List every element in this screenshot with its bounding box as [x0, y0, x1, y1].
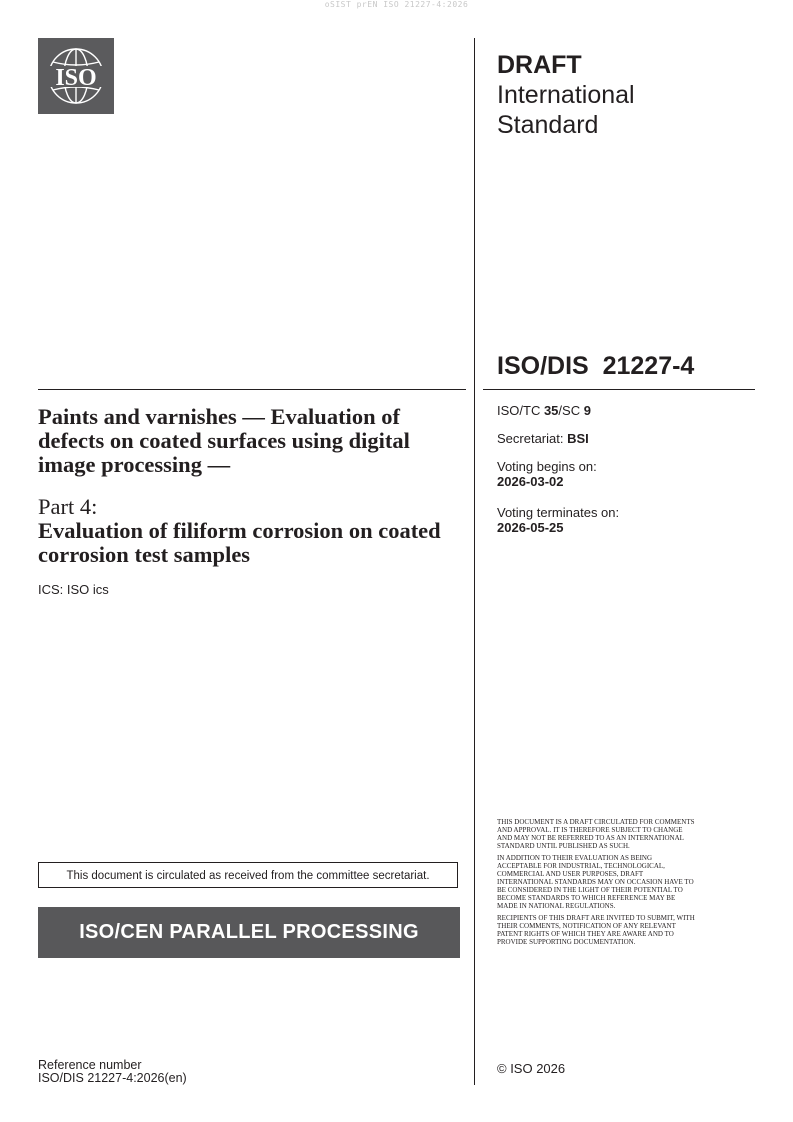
reference-value: ISO/DIS 21227-4:2026(en): [38, 1071, 187, 1085]
right-horizontal-divider: [483, 389, 755, 390]
reference-number: [38, 1059, 187, 1085]
watermark: oSIST prEN ISO 21227-4:2026: [324, 0, 469, 9]
notice-paragraph: RECIPIENTS OF THIS DRAFT ARE INVITED TO SUBMIT, WITH THEIR COMMENTS, NOTIFICATION OF ANY RELEVANT PATENT RIGHTS OF WHICH THEY ARE AWARE AND TO PROVIDE SUPPORTING DOCUMENTATION.: [497, 914, 695, 946]
secretariat-line: Secretariat: BSI: [497, 431, 589, 446]
document-number: ISO/DIS 21227-4: [497, 352, 695, 380]
voting-begins-date: 2026-03-02: [497, 474, 564, 489]
document-title: Paints and varnishes — Evaluation of defects on coated surfaces using digital image processing —: [38, 404, 410, 477]
vertical-divider: [474, 38, 475, 1085]
left-horizontal-divider: [38, 389, 466, 390]
notice-paragraph: IN ADDITION TO THEIR EVALUATION AS BEING ACCEPTABLE FOR INDUSTRIAL, TECHNOLOGICAL, COMMERCIAL AND USER PURPOSES, DRAFT INTERNATIONAL STANDARDS MAY ON OCCASION HAVE TO BE CONSIDERED IN THE LIGHT OF THEIR POTENTIAL TO BECOME STANDARDS TO WHICH REFERENCE MAY BE MADE IN NATIONAL REGULATIONS.: [497, 854, 694, 910]
part-title: Evaluation of filiform corrosion on coated corrosion test samples: [38, 518, 441, 567]
voting-begins-label: Voting begins on:: [497, 459, 597, 474]
draft-label: DRAFT: [497, 51, 582, 79]
ics-line: ICS: ISO ics: [38, 582, 109, 597]
standard-label: Standard: [497, 111, 599, 139]
parallel-processing-banner: ISO/CEN PARALLEL PROCESSING: [38, 907, 460, 958]
international-label: International: [497, 81, 635, 109]
part-label: Part 4:: [38, 494, 98, 519]
copyright: © ISO 2026: [497, 1061, 566, 1076]
reference-label: Reference number: [38, 1058, 142, 1072]
notice-paragraph: THIS DOCUMENT IS A DRAFT CIRCULATED FOR COMMENTS AND APPROVAL. IT IS THEREFORE SUBJECT TO CHANGE AND MAY NOT BE REFERRED TO AS AN INTERNATIONAL STANDARD UNTIL PUBLISHED AS SUCH.: [497, 818, 695, 850]
svg-text:ISO: ISO: [55, 65, 97, 91]
iso-logo: [38, 38, 114, 114]
voting-begins: [497, 459, 597, 489]
committee-line: ISO/TC 35/SC 9: [497, 403, 591, 418]
voting-terminates: [497, 505, 619, 535]
draft-notice: [497, 818, 697, 950]
draft-heading: [497, 50, 635, 140]
voting-terminates-label: Voting terminates on:: [497, 505, 620, 520]
circulation-note: This document is circulated as received from the committee secretariat.: [38, 862, 458, 888]
voting-terminates-date: 2026-05-25: [497, 520, 564, 535]
